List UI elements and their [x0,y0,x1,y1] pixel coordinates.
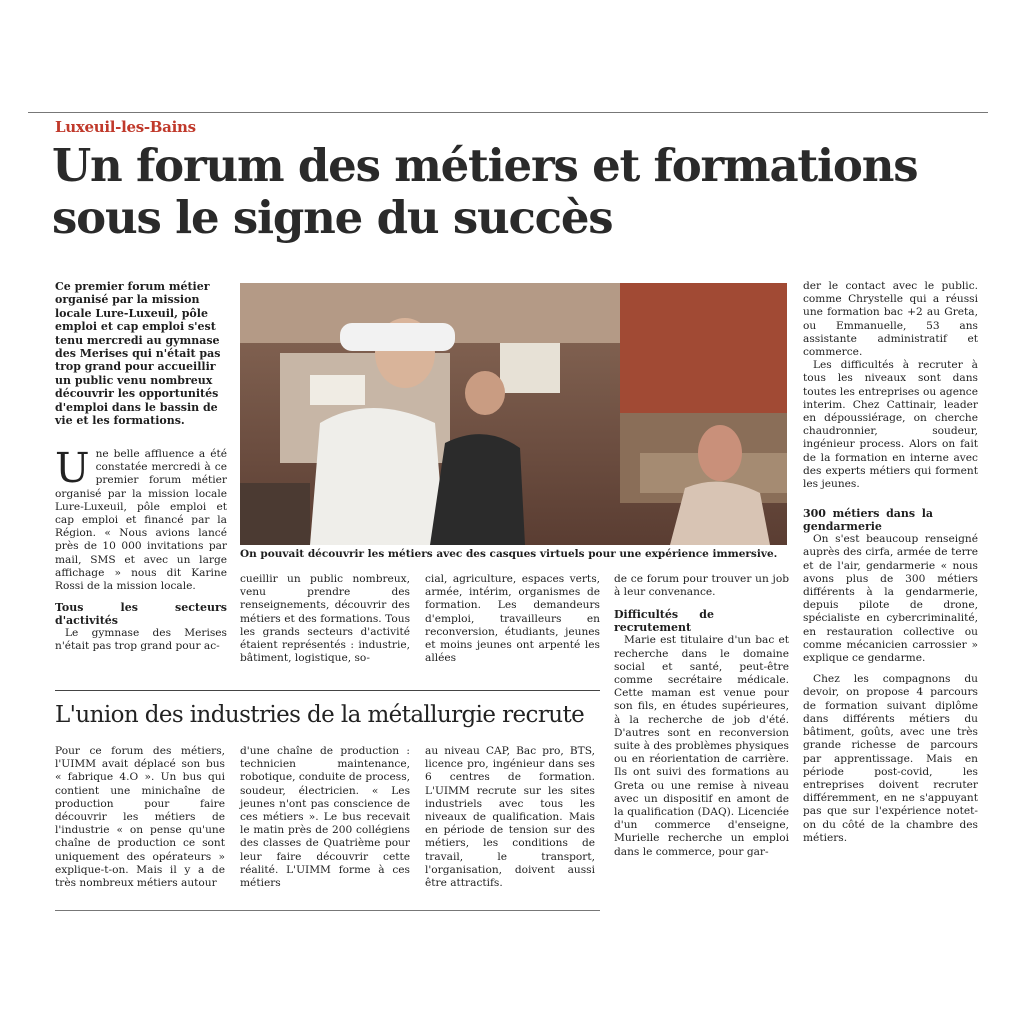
column-5-gendarmerie: On s'est beaucoup renseigné auprès des cirfa, armée de terre et de l'air, gendarmerie « nous avons plus de 300 métiers différents à la gendarmerie, depuis pilote de drone, spécialiste en cybercriminalité, en restauration collective ou comme mécanicien carrossier » explique ce gendarme. [803,533,978,665]
article-column-4 [614,573,789,859]
column-1-end: Le gymnase des Merises n'était pas trop grand pour ac- [55,627,227,653]
headline [52,140,992,244]
article-column-5 [803,280,978,845]
box-column-2: d'une chaîne de production : technicien maintenance, robotique, conduite de process, soudeur, électricien. « Les jeunes n'ont pas conscience de ces métiers ». Le bus recevait le matin près de 200 collégiens des classes de Quatrième pour leur faire découvrir cette réalité. L'UIMM forme à ces métiers [240,745,410,890]
column-5-compagnons: Chez les compagnons du devoir, on propose 4 parcours de formation suivant diplôme dans différents métiers du bâtiment, goûts, avec une très grande richesse de parcours par apprentissage. Mais en période post-covid, les entreprises doivent recruter différemment, en ne s'appuyant pas que sur l'expérience notet-on du côté de la chambre des métiers. [803,673,978,844]
column-4-body: Marie est titulaire d'un bac et recherche dans le domaine social et santé, peut-être comme secrétaire médicale. Cette maman est venue pour son fils, en études supérieures, à la recherche de job d'été. D'autres sont en reconversion suite à des problèmes physiques ou en réorientation de carrière. Ils ont suivi des formations au Greta ou une remise à niveau avec un dispositif en amont de la qualification (DAQ). Licenciée d'un commerce d'enseigne, Murielle recherche un emploi dans le commerce, pour gar- [614,634,789,858]
kicker-location: Luxeuil-les-Bains [55,118,196,136]
column-5-difficulties: Les difficultés à recruter à tous les niveaux sont dans toutes les entreprises ou agence interim. Chez Cattinair, leader en dépoussiérage, on cherche chaudronnier, soudeur, ingénieur process. Alors on fait de la formation en interne avec des experts métiers qui forment les jeunes. [803,359,978,491]
photo-caption: On pouvait découvrir les métiers avec des casques virtuels pour une expérience immersive. [240,548,778,560]
top-rule [28,112,988,113]
lead-paragraph: Ce premier forum métier organisé par la mission locale Lure-Luxeuil, pôle emploi et cap emploi s'est tenu mercredi au gymnase des Merises qui n'était pas trop grand pour accueillir un public venu nombreux découvrir les opportunités d'emploi dans le bassin de vie et les formations. [55,280,221,428]
vr-headset-photo [240,283,787,545]
article-photo [240,283,787,545]
headline-line-2: sous le signe du succès [52,191,613,244]
box-separator-rule [55,690,600,691]
subhead-difficultes: Difficultés de recrutement [614,608,714,635]
headline-line-1: Un forum des métiers et formations [52,139,918,192]
intro-paragraph [55,444,227,593]
box-column-3: au niveau CAP, Bac pro, BTS, licence pro, ingénieur dans ses 6 centres de formation. L'UIMM recrute sur les sites industriels avec tous les niveaux de qualification. Mais en période de tension sur des métiers, les conditions de travail, le transport, l'organisation, doivent aussi être attractifs. [425,745,595,890]
article-column-3: cial, agriculture, espaces verts, armée, intérim, organismes de formation. Les demandeurs d'emploi, travailleurs en reconversion, étudiants, jeunes et moins jeunes ont arpenté les allées [425,573,600,665]
column-5-intro: der le contact avec le public. comme Chrystelle qui a réussi une formation bac +2 au Greta, ou Emmanuelle, 53 ans assistante administratif et commerce. [803,280,978,359]
article-column-1 [55,444,227,654]
box-column-1: Pour ce forum des métiers, l'UIMM avait déplacé son bus « fabrique 4.O ». Un bus qui contient une minichaîne de production pour faire découvrir les métiers de l'industrie « on pense qu'une chaîne de production ce sont uniquement des opérateurs » explique-t-on. Mais il y a de très nombreux métiers autour [55,745,225,890]
article-column-2: cueillir un public nombreux, venu prendre des renseignements, découvrir des métiers et des formations. Tous les grands secteurs d'activité étaient représentés : industrie, bâtiment, logistique, so- [240,573,410,665]
intro-text: ne belle affluence a été constatée mercredi à ce premier forum métier organisé par la mission locale Lure-Luxeuil, pôle emploi et cap emploi et financé par la Région. « Nous avions lancé près de 10 000 invitations par mail, SMS et avec un large affichage » nous dit Karine Rossi de la mission locale. [55,448,227,593]
column-4-intro: de ce forum pour trouver un job à leur convenance. [614,573,789,599]
subhead-gendarmerie: 300 métiers dans la gendarmerie [803,507,933,534]
subhead-secteurs: Tous les secteurs d'activités [55,601,227,628]
drop-cap: U [55,444,90,492]
bottom-rule [55,910,600,911]
box-title: L'union des industries de la métallurgie recrute [55,702,585,728]
